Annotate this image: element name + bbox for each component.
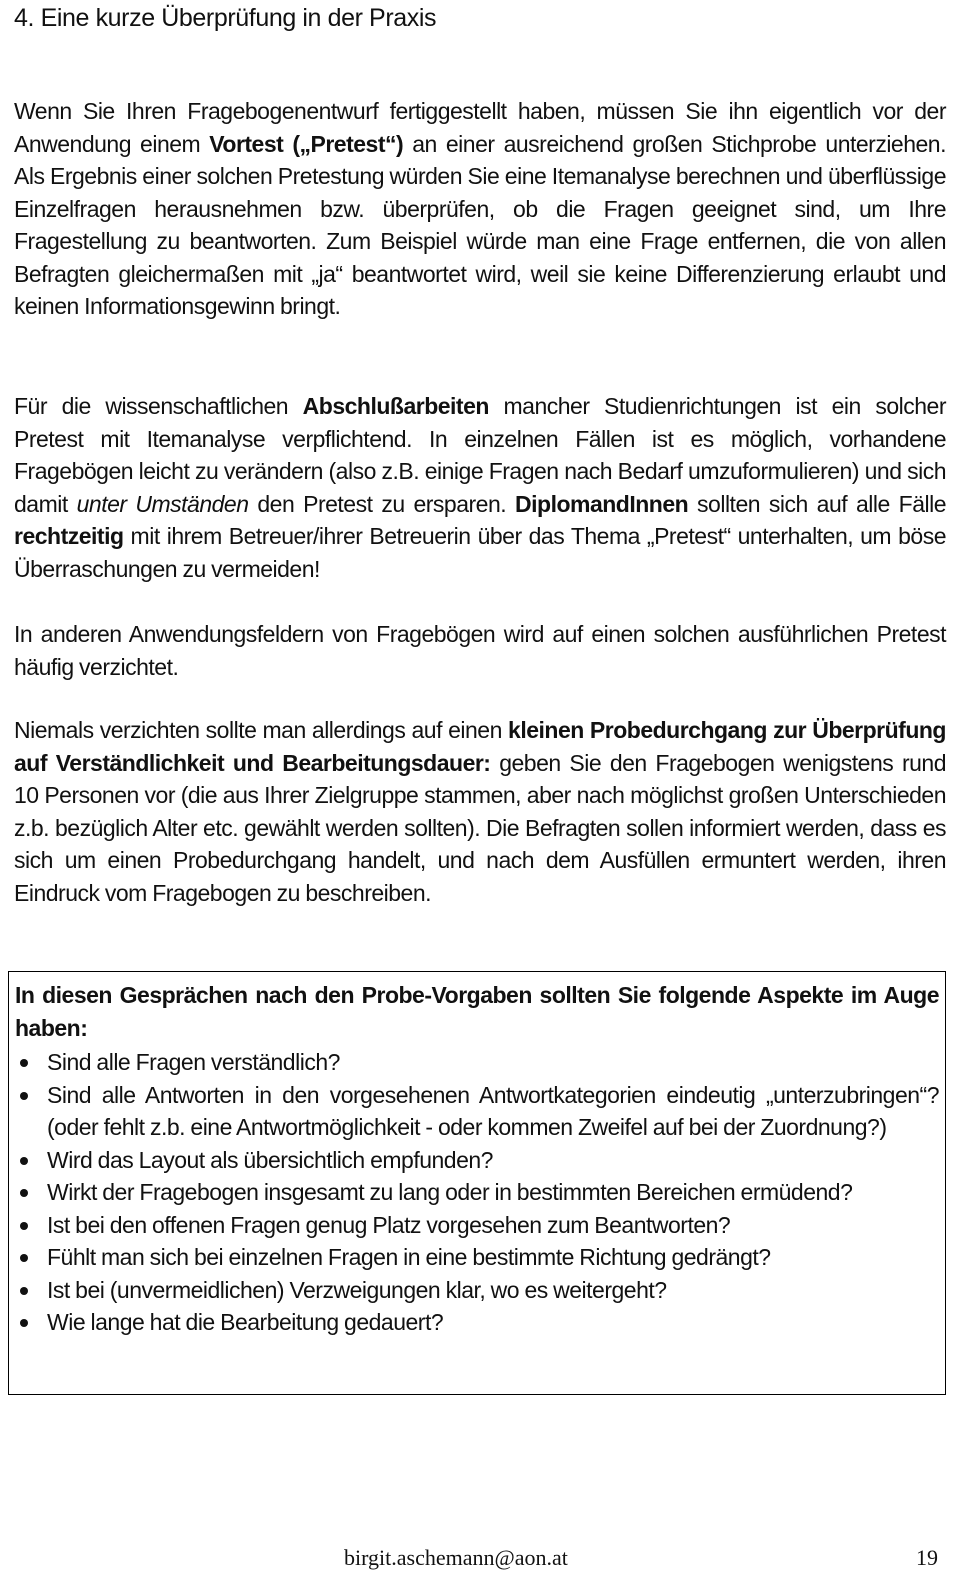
bullet-icon: [20, 1254, 28, 1262]
bold-diplomandinnen: DiplomandInnen: [515, 490, 689, 517]
checklist-item: Ist bei den offenen Fragen genug Platz vorgesehen zum Beantworten?: [15, 1209, 939, 1242]
bold-probedurchgang: kleinen Probedurchgang zur Überprüfung auf Verständlichkeit und Bearbeitungsdauer:: [14, 717, 946, 776]
bullet-icon: [20, 1157, 28, 1165]
paragraph-probedurchgang: Niemals verzichten sollte man allerdings auf einen kleinen Probedurchgang zur Überprüfung auf Verständlichkeit und Bearbeitungsdauer: geben Sie den Fragebogen wenigstens rund 10 Personen vor (die aus Ihrer Zielgruppe stammen, aber nach möglichst großen Unterschieden z.b. bezüglich Alter etc. gewählt werden sollten). Die Befragten sollen informiert werden, dass es sich um einen Probedurchgang handelt, und nach dem Ausfüllen ermuntert werden, ihren Eindruck vom Fragebogen zu beschreiben.: [14, 717, 946, 906]
bold-rechtzeitig: rechtzeitig: [14, 523, 124, 549]
bold-abschlussarbeiten: Abschlußarbeiten: [302, 393, 489, 419]
bullet-icon: [20, 1092, 28, 1100]
checklist-item: Sind alle Fragen verständlich?: [15, 1046, 939, 1079]
bullet-icon: [20, 1222, 28, 1230]
paragraph-anwendungsfelder: In anderen Anwendungsfeldern von Fragebögen wird auf einen solchen ausführlichen Pretest häufig verzichtet.: [14, 621, 946, 680]
paragraph-abschlussarbeiten: Für die wissenschaftlichen Abschlußarbeiten mancher Studienrichtungen ist ein solcher Pretest mit Itemanalyse verpflichtend. In einzelnen Fällen ist es möglich, vorhandene Fragebögen leicht zu verändern (also z.B. einige Fragen nach Bedarf umzuformulieren) und sich damit unter Umständen den Pretest zu ersparen. DiplomandInnen sollten sich auf alle Fälle rechtzeitig mit ihrem Betreuer/ihrer Betreuerin über das Thema „Pretest“ unterhalten, um böse Überraschungen zu vermeiden!: [14, 393, 947, 582]
italic-unter-umstaenden: unter Umständen: [76, 490, 249, 517]
checklist-item: Sind alle Antworten in den vorgesehenen Antwortkategorien eindeutig „unterzubringen“? (oder fehlt z.b. eine Antwortmöglichkeit - oder kommen Zweifel auf bei der Zuordnung?): [15, 1079, 939, 1144]
checklist-item: Wirkt der Fragebogen insgesamt zu lang oder in bestimmten Bereichen ermüdend?: [15, 1176, 939, 1209]
bold-vortest: Vortest („Pretest“): [209, 130, 404, 157]
bullet-icon: [20, 1287, 28, 1295]
bullet-icon: [20, 1059, 28, 1067]
checklist-item: Fühlt man sich bei einzelnen Fragen in eine bestimmte Richtung gedrängt?: [15, 1241, 939, 1274]
paragraph-pretest: Wenn Sie Ihren Fragebogenentwurf fertiggestellt haben, müssen Sie ihn eigentlich vor der Anwendung einem Vortest („Pretest“) an einer ausreichend großen Stichprobe unterziehen. Als Ergebnis einer solchen Pretestung würden Sie eine Itemanalyse berechnen und überflüssige Einzelfragen herausnehmen bzw. überprüfen, ob die Fragen geeignet sind, um Ihre Fragestellung zu beantworten. Zum Beispiel würde man eine Frage entfernen, die von allen Befragten gleichermaßen mit „ja“ beantwortet wird, weil sie keine Differenzierung erlaubt und keinen Informationsgewinn bringt.: [14, 98, 946, 319]
footer-email: birgit.aschemann@aon.at: [344, 1545, 568, 1570]
checklist-item: Wie lange hat die Bearbeitung gedauert?: [15, 1306, 939, 1339]
section-heading: 4. Eine kurze Überprüfung in der Praxis: [14, 4, 437, 32]
checklist-item: Wird das Layout als übersichtlich empfunden?: [15, 1144, 939, 1177]
checklist-box: [8, 971, 946, 1395]
page-number: 19: [916, 1545, 938, 1570]
checklist-title: In diesen Gesprächen nach den Probe-Vorgaben sollten Sie folgende Aspekte im Auge haben:: [15, 982, 939, 1041]
bullet-icon: [20, 1189, 28, 1197]
bullet-icon: [20, 1319, 28, 1327]
checklist: [15, 1046, 939, 1339]
page-footer: [14, 1545, 938, 1571]
checklist-item: Ist bei (unvermeidlichen) Verzweigungen klar, wo es weitergeht?: [15, 1274, 939, 1307]
